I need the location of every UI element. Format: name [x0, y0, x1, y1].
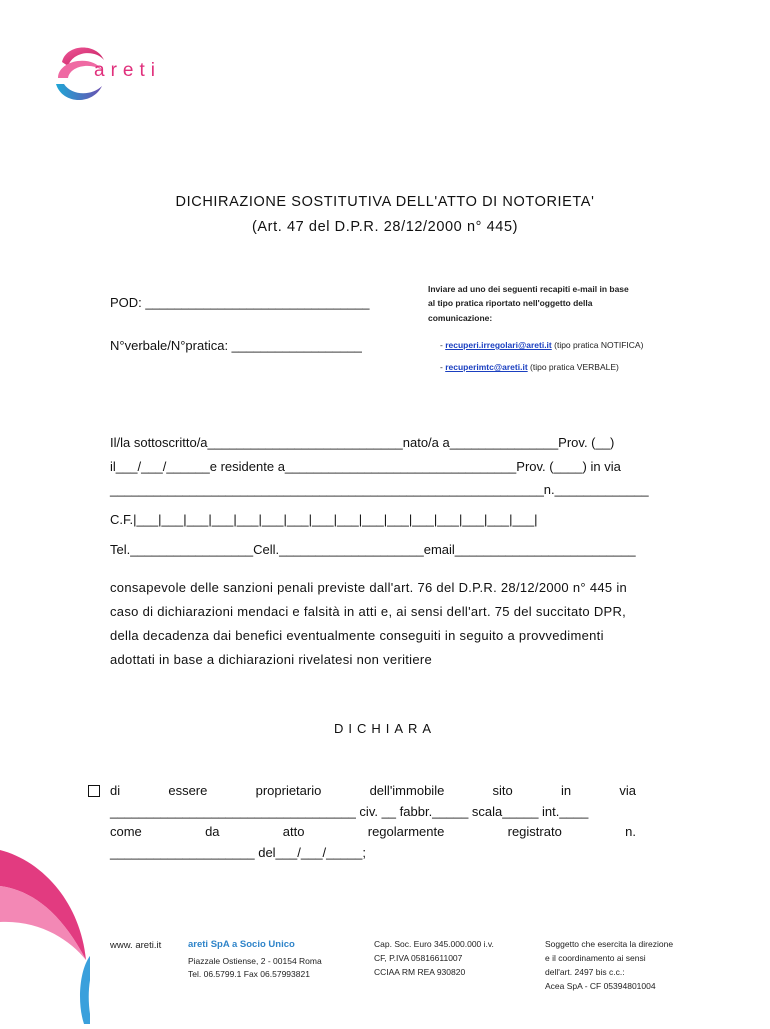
footer-direction-2: e il coordinamento ai sensi: [545, 953, 646, 963]
footer-rea: CCIAA RM REA 930820: [374, 967, 466, 977]
decorative-swirl: [0, 850, 90, 1024]
verbale-field[interactable]: N°verbale/N°pratica: __________________: [110, 338, 362, 353]
footer-direction-1: Soggetto che esercita la direzione: [545, 939, 674, 949]
email-verbale-row: [440, 362, 619, 372]
instructions-line3: comunicazione:: [428, 313, 493, 323]
paragraph-line2: caso di dichiarazioni mendaci e falsità in atti e, ai sensi dell'art. 75 del succitato DPR,: [110, 604, 627, 619]
declaration-word: via: [619, 783, 636, 798]
declaration-word: dell'immobile: [369, 783, 445, 798]
declaration-word: registrato: [507, 824, 562, 839]
declaration-row1: [110, 783, 636, 798]
address-line[interactable]: ____________________________________________________________n._____________: [110, 482, 649, 497]
pod-field[interactable]: POD: _______________________________: [110, 295, 370, 310]
contacts-line[interactable]: Tel._________________Cell.____________________email_________________________: [110, 542, 636, 557]
email-bullet: -: [440, 362, 446, 372]
declaration-word: in: [560, 783, 572, 798]
email-verbale-link[interactable]: recuperimtc@areti.it: [445, 362, 528, 372]
declaration-word: atto: [282, 824, 305, 839]
paragraph-line1: consapevole delle sanzioni penali previste dall'art. 76 del D.P.R. 28/12/2000 n° 445 in: [110, 580, 628, 595]
document-subtitle: (Art. 47 del D.P.R. 28/12/2000 n° 445): [251, 219, 519, 235]
footer-phone: Tel. 06.5799.1 Fax 06.57993821: [188, 969, 310, 979]
declaration-word: da: [205, 824, 220, 839]
footer-direction-3: dell'art. 2497 bis c.c.:: [545, 967, 625, 977]
email-notifica-link[interactable]: recuperi.irregolari@areti.it: [445, 340, 552, 350]
name-birth-line[interactable]: Il/la sottoscritto/a___________________________nato/a a_______________Prov. (__): [110, 435, 615, 450]
ownership-checkbox[interactable]: [88, 785, 100, 797]
instructions-line2: al tipo pratica riportato nell'oggetto della: [428, 298, 593, 308]
footer-company: areti SpA a Socio Unico: [188, 939, 295, 950]
email-verbale-type: (tipo pratica VERBALE): [527, 362, 619, 372]
declaration-word: regolarmente: [367, 824, 445, 839]
paragraph-line4: adottati in base a dichiarazioni rivelatesi non veritiere: [110, 652, 433, 667]
declaration-row3: [110, 824, 636, 839]
fiscal-code-line[interactable]: C.F.|___|___|___|___|___|___|___|___|___|___|___|___|___|___|___|___|: [110, 512, 538, 527]
declaration-word: sito: [492, 783, 513, 798]
declaration-word: essere: [168, 783, 208, 798]
email-notifica-row: [440, 340, 643, 350]
instructions-line1: Inviare ad uno dei seguenti recapiti e-mail in base: [428, 284, 629, 294]
declaration-word: n.: [625, 824, 636, 839]
footer-website[interactable]: www. areti.it: [110, 940, 162, 951]
logo-text: areti: [94, 60, 161, 81]
declaration-word: di: [110, 783, 121, 798]
email-bullet: -: [440, 340, 446, 350]
declaration-word: proprietario: [255, 783, 322, 798]
footer-vat: CF, P.IVA 05816611007: [374, 953, 463, 963]
document-title: DICHIRAZIONE SOSTITUTIVA DELL'ATTO DI NOTORIETA': [175, 194, 595, 210]
email-notifica-type: (tipo pratica NOTIFICA): [551, 340, 644, 350]
declaration-word: come: [110, 824, 142, 839]
footer-direction-4: Acea SpA - CF 05394801004: [545, 981, 656, 991]
registration-line[interactable]: ____________________ del___/___/_____;: [110, 845, 366, 860]
birthdate-residence-line[interactable]: il___/___/______e residente a________________________________Prov. (____) in via: [110, 459, 621, 474]
property-address-line[interactable]: __________________________________ civ. __ fabbr._____ scala_____ int.____: [110, 804, 589, 819]
dichiara-heading: DICHIARA: [333, 721, 437, 736]
footer-capital: Cap. Soc. Euro 345.000.000 i.v.: [374, 939, 494, 949]
footer-address: Piazzale Ostiense, 2 - 00154 Roma: [188, 956, 322, 966]
paragraph-line3: della decadenza dai benefici eventualmente conseguiti in seguito a provvedimenti: [110, 628, 604, 643]
